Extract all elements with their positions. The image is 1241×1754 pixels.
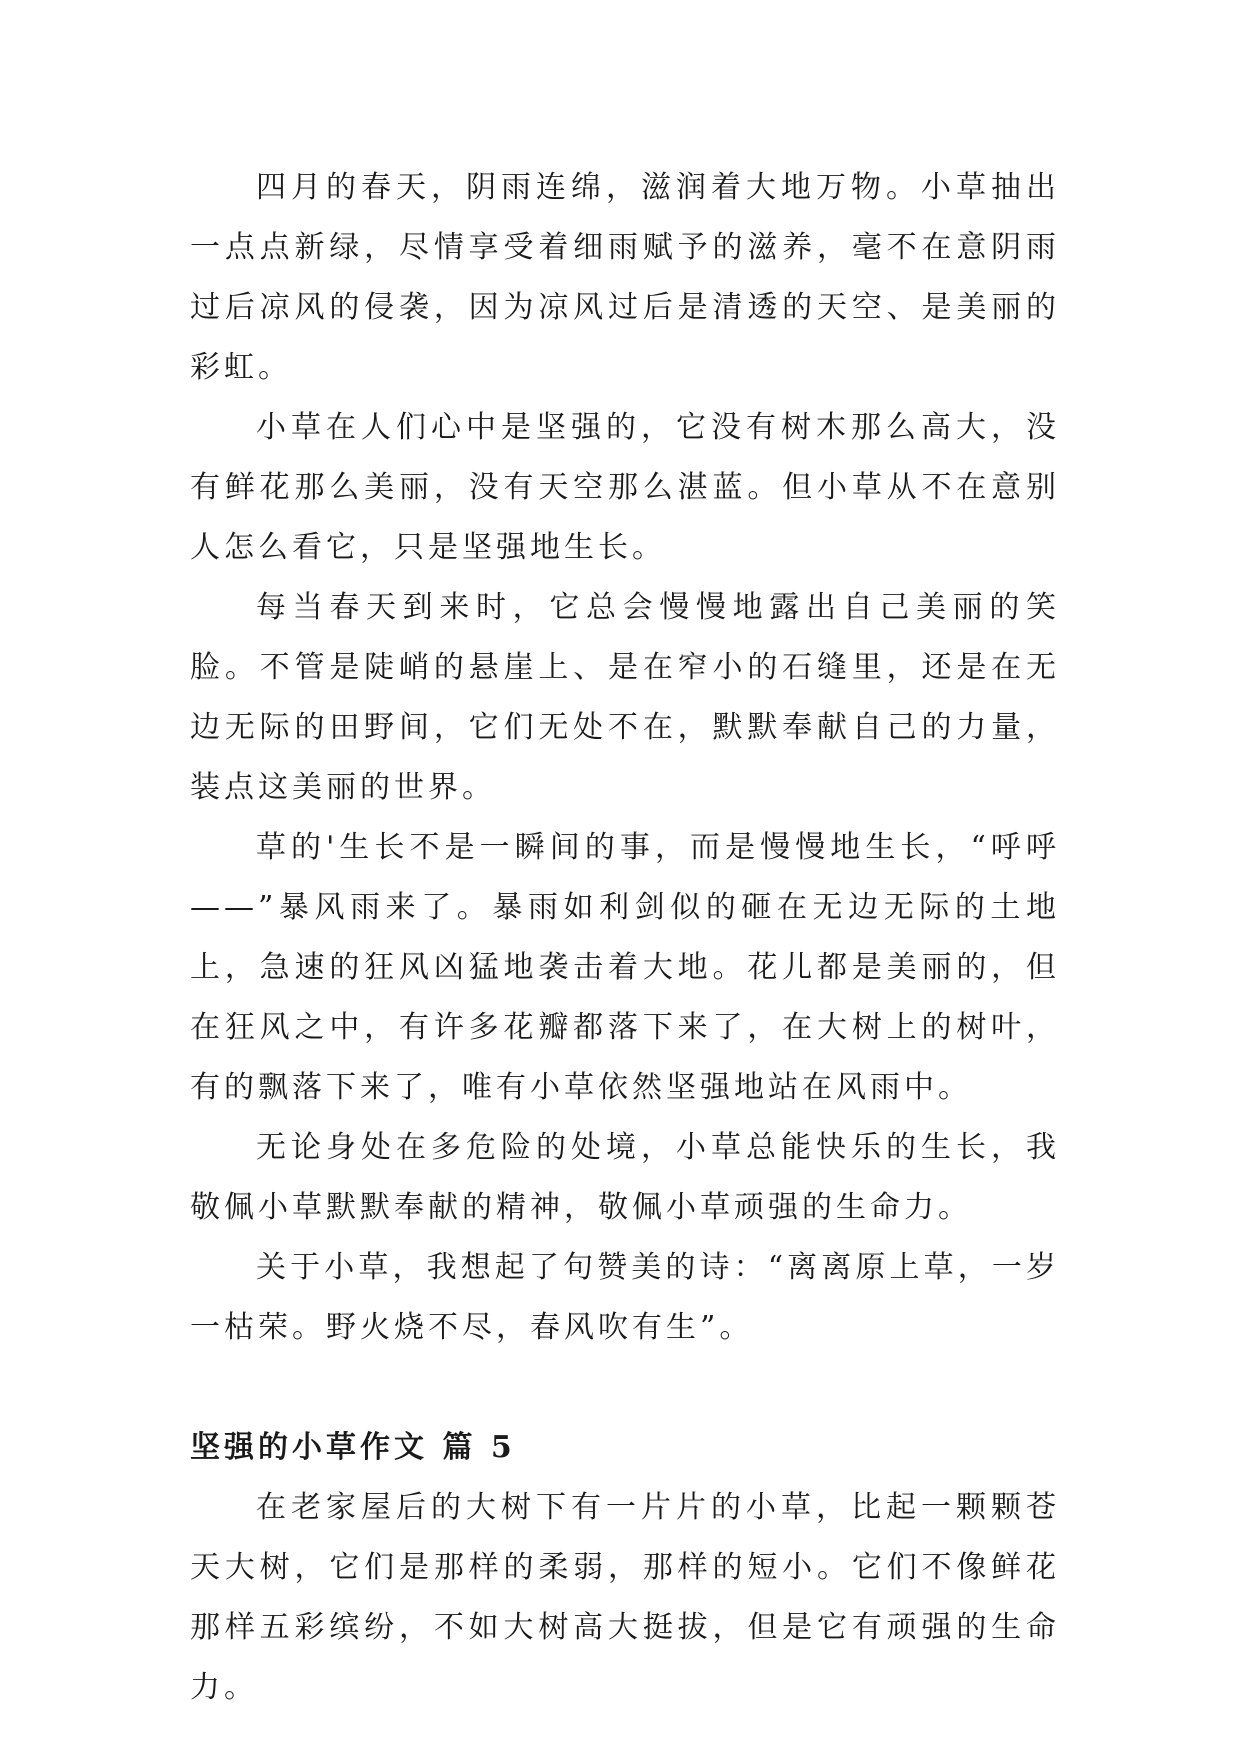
paragraph: 无论身处在多危险的处境，小草总能快乐的生长，我敬佩小草默默奉献的精神，敬佩小草顽强的生命力。 — [190, 1130, 1060, 1225]
paragraph: 每当春天到来时，它总会慢慢地露出自己美丽的笑脸。不管是陡峭的悬崖上、是在窄小的石缝里，还是在无边无际的田野间，它们无处不在，默默奉献自己的力量，装点这美丽的世界。 — [190, 590, 1060, 805]
section-title: 坚强的小草作文 篇 5 — [190, 1430, 516, 1465]
paragraph: 小草在人们心中是坚强的，它没有树木那么高大，没有鲜花那么美丽，没有天空那么湛蓝。但小草从不在意别人怎么看它，只是坚强地生长。 — [190, 410, 1060, 565]
paragraph: 草的'生长不是一瞬间的事，而是慢慢地生长，“呼呼——”暴风雨来了。暴雨如利剑似的砸在无边无际的土地上，急速的狂风凶猛地袭击着大地。花儿都是美丽的，但在狂风之中，有许多花瓣都落下来了，在大树上的树叶，有的飘落下来了，唯有小草依然坚强地站在风雨中。 — [190, 830, 1060, 1105]
paragraph: 关于小草，我想起了句赞美的诗：“离离原上草，一岁一枯荣。野火烧不尽，春风吹有生”。 — [190, 1250, 1060, 1345]
document-body — [190, 158, 1060, 1718]
paragraph: 四月的春天，阴雨连绵，滋润着大地万物。小草抽出一点点新绿，尽情享受着细雨赋予的滋养，毫不在意阴雨过后凉风的侵袭，因为凉风过后是清透的天空、是美丽的彩虹。 — [190, 170, 1060, 385]
paragraph: 在老家屋后的大树下有一片片的小草，比起一颗颗苍天大树，它们是那样的柔弱，那样的短小。它们不像鲜花那样五彩缤纷，不如大树高大挺拔，但是它有顽强的生命力。 — [190, 1490, 1060, 1705]
